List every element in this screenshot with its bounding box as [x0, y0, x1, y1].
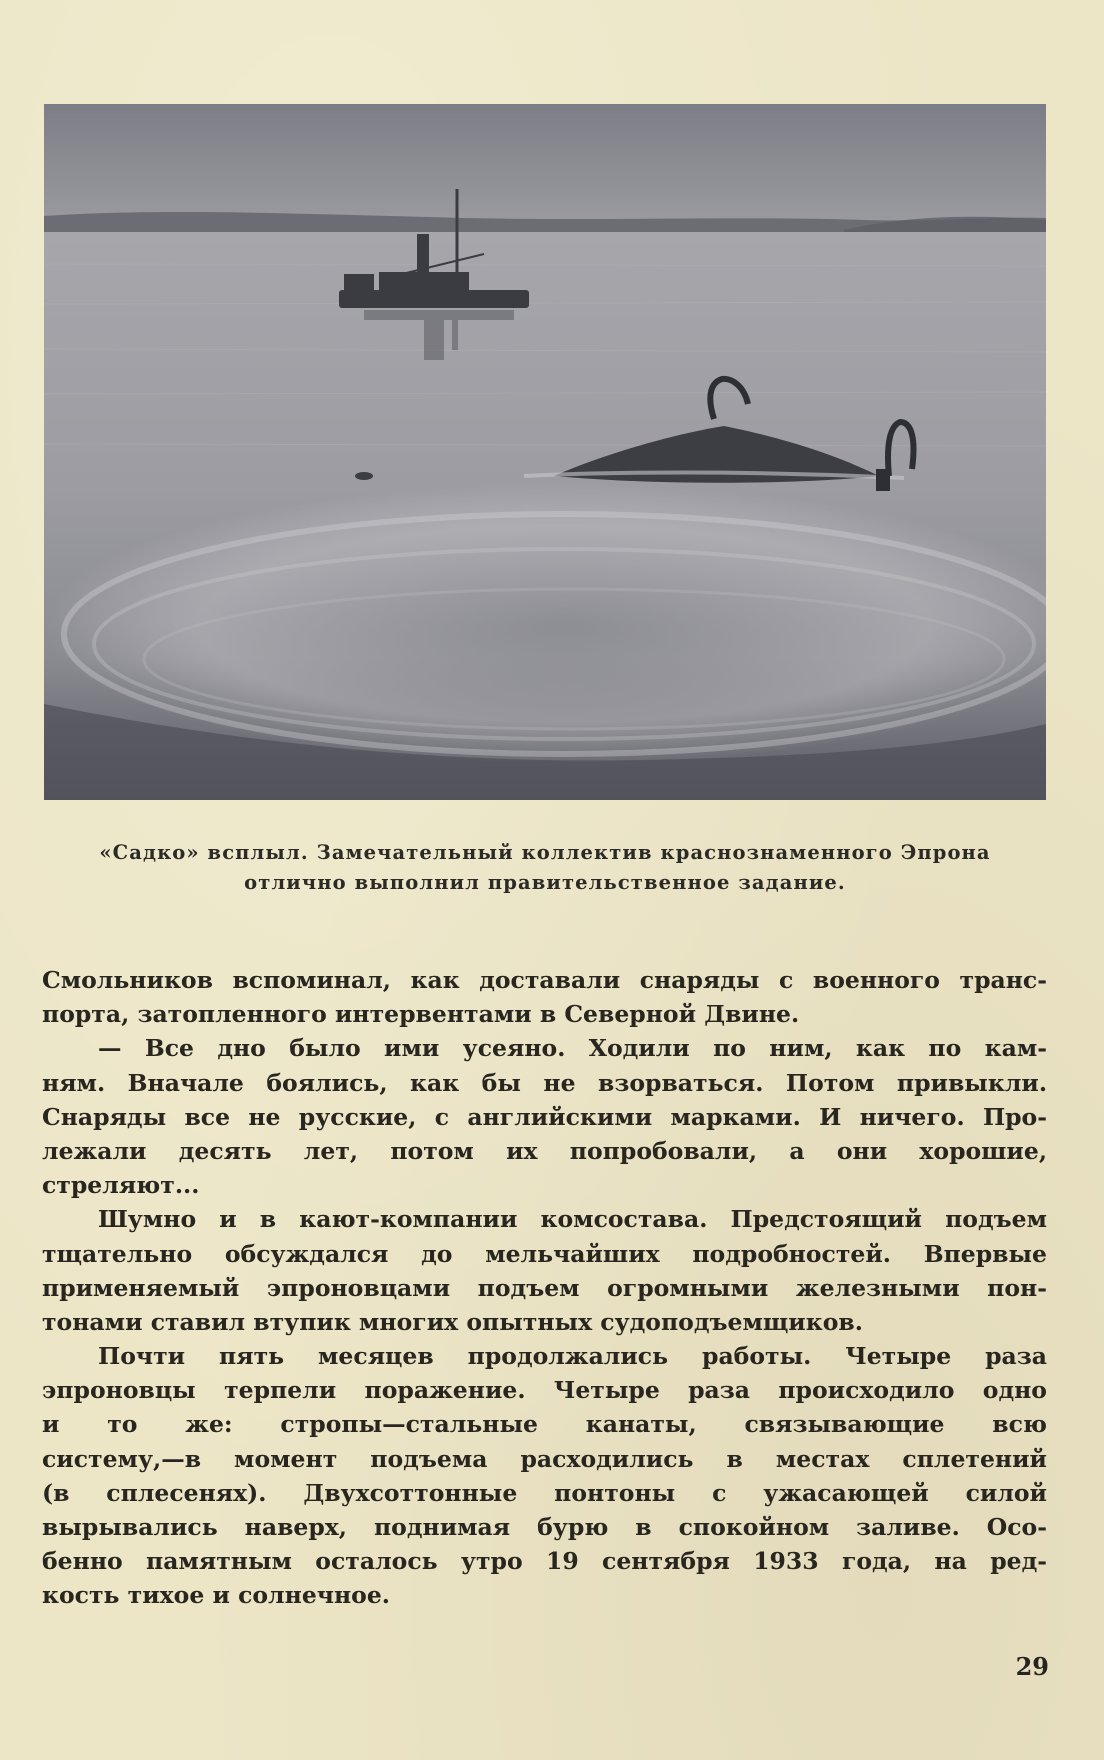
- text-line: ням. Вначале боялись, как бы не взорваться. Потом привыкли.: [42, 1068, 1047, 1097]
- page-number: 29: [1015, 1652, 1049, 1681]
- text-line: систему,—в момент подъема расходились в местах сплетений: [42, 1444, 1047, 1473]
- text-line: эпроновцы терпели поражение. Четыре раза происходило одно: [42, 1376, 1047, 1405]
- sky: [44, 104, 1046, 224]
- text-line: порта, затопленного интервентами в Северной Двине.: [42, 1000, 800, 1029]
- text-line: (в сплесенях). Двухсоттонные понтоны с ужасающей силой: [42, 1478, 1047, 1507]
- text-line: и то же: стропы—стальные канаты, связывающие всю: [42, 1410, 1047, 1439]
- text-line: — Все дно было ими усеяно. Ходили по ним, как по кам-: [98, 1034, 1047, 1063]
- text-line: лежали десять лет, потом их попробовали, а они хорошие,: [42, 1136, 1047, 1165]
- text-line: Снаряды все не русские, с английскими марками. И ничего. Про-: [42, 1102, 1047, 1131]
- caption-line: «Садко» всплыл. Замечательный коллектив краснознаменного Эпрона: [99, 841, 991, 864]
- text-line: применяемый эпроновцами подъем огромными железными пон-: [42, 1273, 1047, 1302]
- photograph: [44, 104, 1046, 800]
- photo-caption: [40, 838, 1050, 898]
- text-line: бенно памятным осталось утро 19 сентября 1933 года, на ред-: [42, 1547, 1047, 1576]
- text-line: тонами ставил втупик многих опытных судоподъемщиков.: [42, 1307, 863, 1336]
- photo-illustration: [44, 104, 1046, 800]
- text-line: стреляют...: [42, 1171, 200, 1200]
- body-text: [42, 963, 1047, 1613]
- text-line: тщательно обсуждался до мельчайших подробностей. Впервые: [42, 1239, 1047, 1268]
- text-line: Смольников вспоминал, как доставали снаряды с военного транс-: [42, 966, 1047, 994]
- text-line: вырывались наверх, поднимая бурю в спокойном заливе. Осо-: [42, 1513, 1047, 1541]
- text-line: Шумно и в кают-компании комсостава. Предстоящий подъем: [98, 1205, 1047, 1234]
- text-line: кость тихое и солнечное.: [42, 1581, 390, 1610]
- caption-line: отлично выполнил правительственное задание.: [244, 871, 846, 894]
- text-line: Почти пять месяцев продолжались работы. Четыре раза: [98, 1342, 1047, 1371]
